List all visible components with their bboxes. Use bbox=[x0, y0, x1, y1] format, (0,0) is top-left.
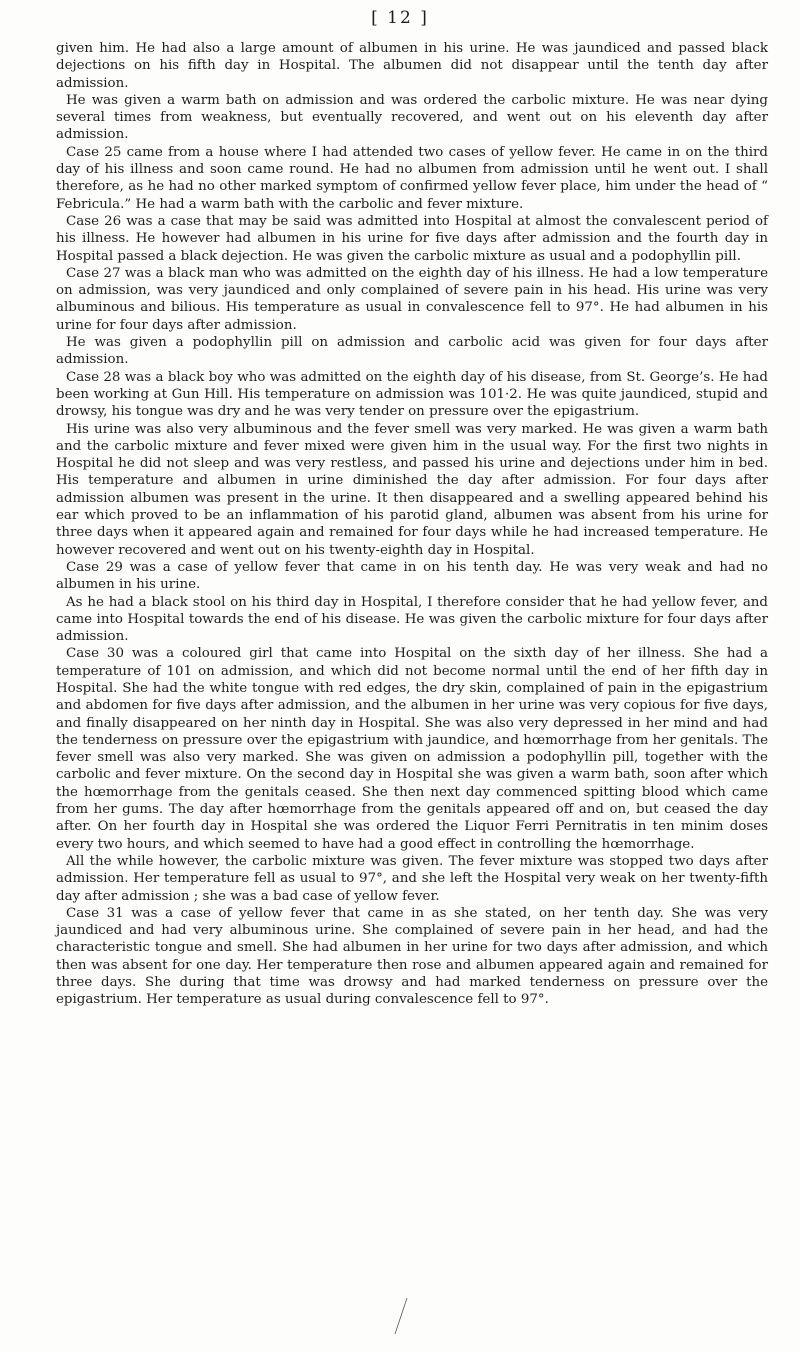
paragraph: Case 29 was a case of yellow fever that came in on his tenth day. He was very weak and had no albumen in his urine. bbox=[56, 559, 768, 593]
paragraph: Case 27 was a black man who was admitted on the eighth day of his illness. He had a low temperature on admission, was very jaundiced and only complained of severe pain in his head. His urine was very albuminous and bilious. His temperature as usual in convalescence fell to 97°. He had albumen in his urine for four days after admission. bbox=[56, 265, 768, 333]
page-number: [ 12 ] bbox=[371, 8, 429, 28]
paragraph: Case 25 came from a house where I had attended two cases of yellow fever. He came in on the third day of his illness and soon came round. He had no albumen from admission until he went out. I shall therefore, as he had no other marked symptom of confirmed yellow fever place, him under the head of “ Febricula.” He had a warm bath with the carbolic and fever mixture. bbox=[56, 144, 768, 212]
paragraph: He was given a warm bath on admission and was ordered the carbolic mixture. He was near dying several times from weakness, but eventually recovered, and went out on his eleventh day after admission. bbox=[56, 92, 768, 143]
paragraph: All the while however, the carbolic mixture was given. The fever mixture was stopped two days after admission. Her temperature fell as usual to 97°, and she left the Hospital very weak on her twenty-fifth day after admission ; she was a bad case of yellow fever. bbox=[56, 853, 768, 904]
paragraph: As he had a black stool on his third day in Hospital, I therefore consider that he had yellow fever, and came into Hospital towards the end of his disease. He was given the carbolic mixture for four days after admission. bbox=[56, 594, 768, 645]
paragraph: Case 26 was a case that may be said was admitted into Hospital at almost the convalescent period of his illness. He however had albumen in his urine for five days after admission and the fourth day in Hospital passed a black dejection. He was given the carbolic mixture as usual and a podophyllin pill. bbox=[56, 213, 768, 264]
paragraph: Case 30 was a coloured girl that came into Hospital on the sixth day of her illness. She had a temperature of 101 on admission, and which did not become normal until the end of her fifth day in Hospital. She had the white tongue with red edges, the dry skin, complained of pain in the epigastrium and abdomen for five days after admission, and the albumen in her urine was very copious for five days, and finally disappeared on her ninth day in Hospital. She was also very depressed in her mind and had the tenderness on pressure over the epigastrium with jaundice, and hœmorrhage from her genitals. The fever smell was also very marked. She was given on admission a podophyllin pill, together with the carbolic and fever mixture. On the second day in Hospital she was given a warm bath, soon after which the hœmorrhage from the genitals ceased. She then next day commenced spitting blood which came from her gums. The day after hœmorrhage from the genitals appeared off and on, but ceased the day after. On her fourth day in Hospital she was ordered the Liquor Ferri Pernitratis in ten minim doses every two hours, and which seemed to have had a good effect in controlling the hœmorrhage. bbox=[56, 646, 768, 852]
paragraph: Case 31 was a case of yellow fever that came in as she stated, on her tenth day. She was very jaundiced and had very albuminous urine. She complained of severe pain in her head, and had the characteristic tongue and smell. She had albumen in her urine for two days after admission, and which then was absent for one day. Her temperature then rose and albumen appeared again and remained for three days. She during that time was drowsy and had marked tenderness on pressure over the epigastrium. Her temperature as usual during convalescence fell to 97°. bbox=[56, 905, 768, 1008]
body-text bbox=[56, 40, 768, 1009]
stray-pencil-mark bbox=[392, 1296, 410, 1336]
paragraph: He was given a podophyllin pill on admission and carbolic acid was given for four days after admission. bbox=[56, 335, 768, 368]
paragraph: His urine was also very albuminous and the fever smell was very marked. He was given a warm bath and the carbolic mixture and fever mixed were given him in the usual way. For the first two nights in Hospital he did not sleep and was very restless, and passed his urine and dejections under him in bed. His temperature and albumen in urine diminished the day after admission. For four days after admission albumen was present in the urine. It then disappeared and a swelling appeared behind his ear which proved to be an inflammation of his parotid gland, albumen was absent from his urine for three days when it appeared again and remained for four days while he had increased temperature. He however recovered and went out on his twenty-eighth day in Hospital. bbox=[56, 421, 768, 558]
paragraph: Case 28 was a black boy who was admitted on the eighth day of his disease, from St. George’s. He had been working at Gun Hill. His temperature on admission was 101·2. He was quite jaundiced, stupid and drowsy, his tongue was dry and he was very tender on pressure over the epigastrium. bbox=[56, 369, 768, 420]
paragraph: given him. He had also a large amount of albumen in his urine. He was jaundiced and passed black dejections on his fifth day in Hospital. The albumen did not disappear until the tenth day after admission. bbox=[56, 41, 768, 91]
